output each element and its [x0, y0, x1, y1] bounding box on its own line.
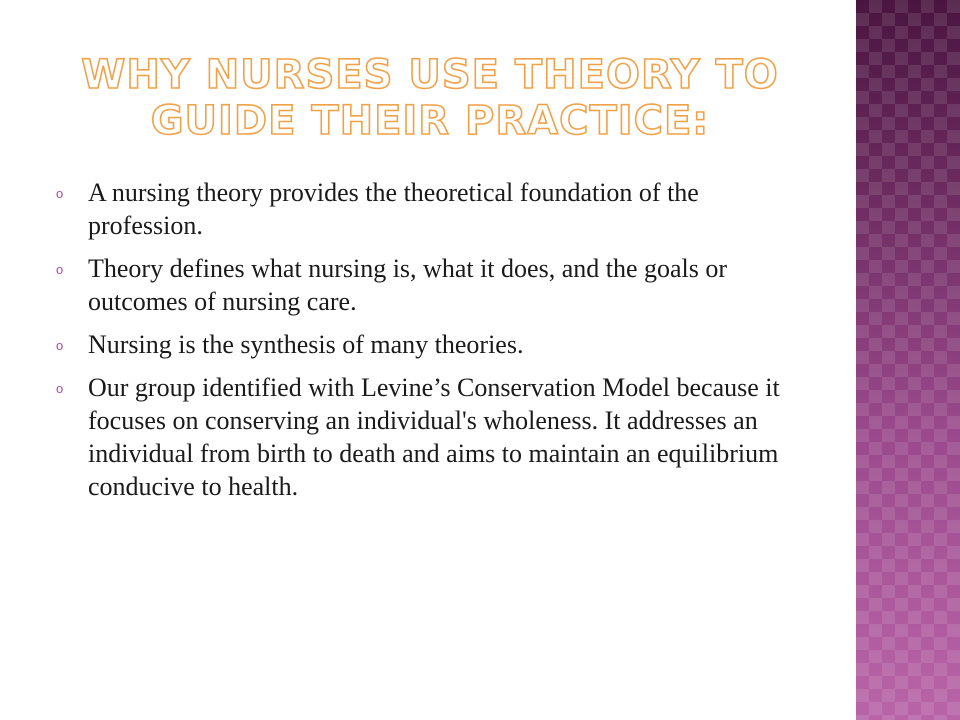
bullet-marker-icon: o [56, 381, 64, 396]
bullet-marker-icon: o [56, 338, 64, 353]
bullet-text: A nursing theory provides the theoretical foundation of the profession. [88, 178, 699, 240]
slide-title-line-2: GUIDE THEIR PRACTICE: [150, 98, 710, 144]
bullet-text: Nursing is the synthesis of many theories. [88, 330, 524, 359]
bullet-marker-icon: o [56, 186, 64, 201]
bullet-item [52, 328, 782, 361]
bullet-item [52, 176, 782, 242]
decorative-side-band [856, 0, 960, 720]
bullet-marker-icon: o [56, 262, 64, 277]
bullet-list [52, 176, 782, 513]
bullet-item [52, 371, 782, 503]
slide-title [60, 52, 800, 144]
slide-title-line-1: WHY NURSES USE THEORY TO [81, 52, 779, 98]
bullet-text: Our group identified with Levine’s Conservation Model because it focuses on conserving an individual's wholeness. It addresses an individual from birth to death and aims to maintain an equilibrium conducive to health. [88, 373, 780, 501]
bullet-text: Theory defines what nursing is, what it does, and the goals or outcomes of nursing care. [88, 254, 728, 316]
bullet-item [52, 252, 782, 318]
